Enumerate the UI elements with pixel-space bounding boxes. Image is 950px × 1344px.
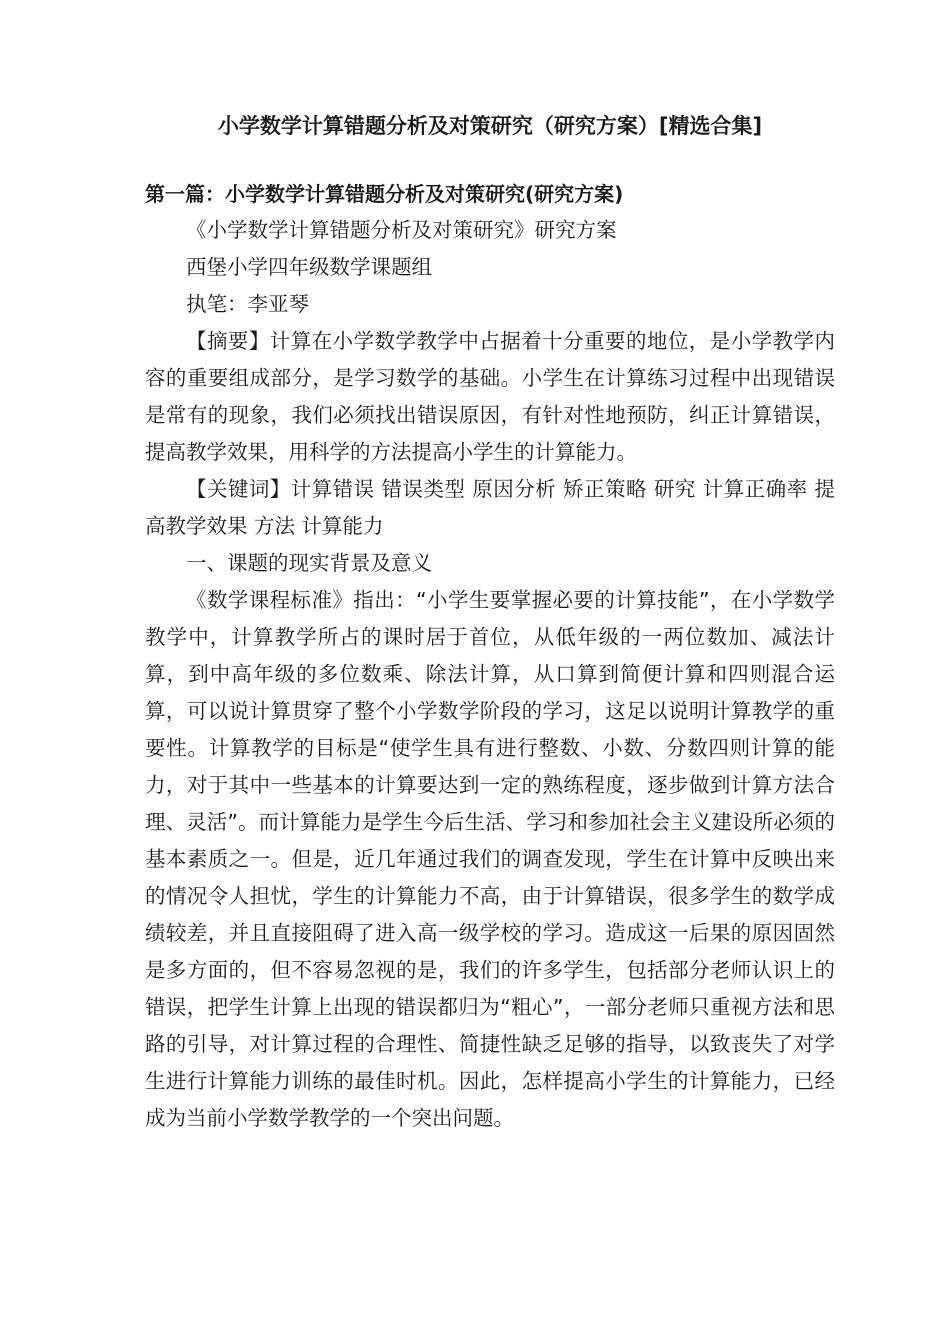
keywords-paragraph: 【关键词】计算错误 错误类型 原因分析 矫正策略 研究 计算正确率 提高教学效果 方法 计算能力: [145, 477, 835, 538]
author-line: 执笔：李亚琴: [186, 292, 309, 316]
section-body-paragraph: 《数学课程标准》指出：“小学生要掌握必要的计算技能”，在小学数学教学中，计算教学所占的课时居于首位，从低年级的一两位数加、减法计算，到中高年级的多位数乘、除法计算，从口算到简便计算和四则混合运算，可以说计算贯穿了整个小学数学阶段的学习，这足以说明计算教学的重要性。计算教学的目标是“使学生具有进行整数、小数、分数四则计算的能力，对于其中一些基本的计算要达到一定的熟练程度，逐步做到计算方法合理、灵活”。而计算能力是学生今后生活、学习和参加社会主义建设所必须的基本素质之一。但是，近几年通过我们的调查发现，学生在计算中反映出来的情况令人担忧，学生的计算能力不高，由于计算错误，很多学生的数学成绩较差，并且直接阻碍了进入高一级学校的学习。造成这一后果的原因固然是多方面的，但不容易忽视的是，我们的许多学生，包括部分老师认识上的错误，把学生计算上出现的错误都归为“粗心”，一部分老师只重视方法和思路的引导，对计算过程的合理性、简捷性缺乏足够的指导，以致丧失了对学生进行计算能力训练的最佳时机。因此，怎样提高小学生的计算能力，已经成为当前小学数学教学的一个突出问题。: [145, 588, 835, 1130]
chapter-title: 第一篇：小学数学计算错题分析及对策研究(研究方案): [145, 182, 624, 206]
section-heading: 一、课题的现实背景及意义: [186, 551, 432, 575]
research-group: 西堡小学四年级数学课题组: [186, 255, 432, 279]
subtitle: 《小学数学计算错题分析及对策研究》研究方案: [186, 218, 617, 242]
document-title: 小学数学计算错题分析及对策研究（研究方案）[精选合集]: [217, 114, 763, 138]
abstract-paragraph: 【摘要】计算在小学数学教学中占据着十分重要的地位，是小学教学内容的重要组成部分，是学习数学的基础。小学生在计算练习过程中出现错误是常有的现象，我们必须找出错误原因，有针对性地预防，纠正计算错误，提高教学效果，用科学的方法提高小学生的计算能力。: [145, 329, 835, 464]
document-page: [145, 108, 835, 1137]
